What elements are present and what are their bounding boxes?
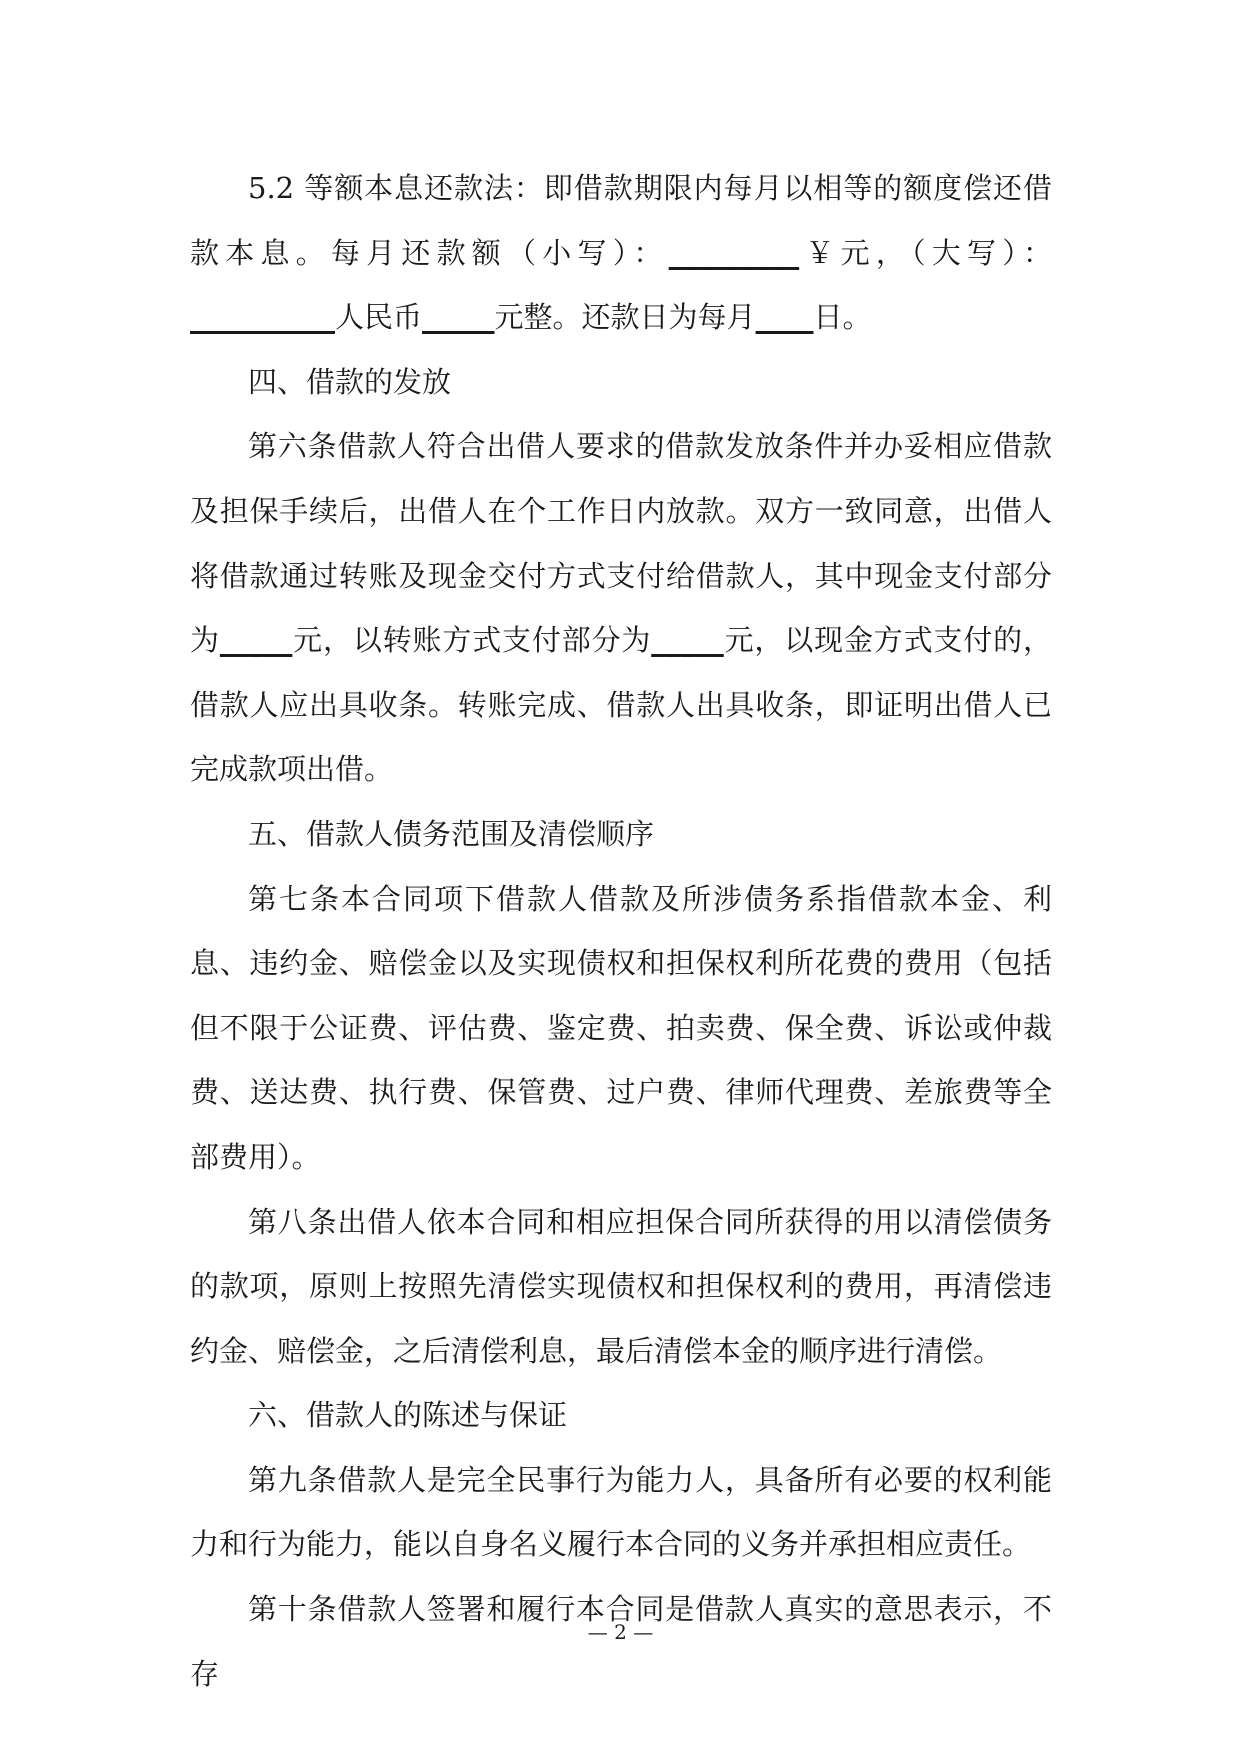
monthly-amount-lowercase-blank: _________ — [668, 235, 800, 270]
article-8-paragraph: 第八条出借人依本合同和相应担保合同所获得的用以清偿债务的款项，原则上按照先清偿实现债权和担保权利的费用，再清偿违约金、赔偿金，之后清偿利息，最后清偿本金的顺序进行清偿。 — [190, 1204, 1052, 1368]
section-5-2-text-1: 5.2 等额本息还款法：即借款期限内每月以相等的额度偿还借款本息。每月还款额（小写）： — [190, 171, 1052, 270]
article-7-paragraph: 第七条本合同项下借款人借款及所涉债务系指借款本金、利息、违约金、赔偿金以及实现债权和担保权利所花费的费用（包括但不限于公证费、评估费、鉴定费、拍卖费、保全费、诉讼或仲裁费、送达费、执行费、保管费、过户费、律师代理费、差旅费等全部费用）。 — [190, 881, 1052, 1174]
article-6-text-1: 第六条借款人符合出借人要求的借款发放条件并办妥相应借款及担保手续后，出借人在个工作日内放款。双方一致同意，出借人将借款通过转账及现金交付方式支付给借款人，其中现金支付部分为 — [190, 429, 1052, 658]
section-5-2-text-3: 人民币 — [335, 300, 423, 335]
section-5-2-text-5: 日。 — [813, 300, 872, 335]
heading-debt-scope: 五、借款人债务范围及清偿顺序 — [248, 816, 655, 851]
section-5-2-paragraph — [190, 156, 1052, 350]
transfer-amount-blank: _____ — [651, 623, 724, 658]
rmb-amount-blank: _____ — [422, 300, 495, 335]
article-6-text-3: 元，以现金方式支付的，借款人应出具收条。转账完成、借款人出具收条，即证明出借人已完成款项出借。 — [190, 623, 1052, 787]
cash-amount-blank: _____ — [219, 623, 293, 658]
monthly-amount-uppercase-blank: __________ — [190, 300, 335, 335]
heading-loan-disbursement: 四、借款的发放 — [248, 364, 452, 399]
document-body — [190, 156, 1052, 1706]
article-6-text-2: 元，以转账方式支付部分为 — [292, 623, 652, 658]
article-6-paragraph — [190, 414, 1052, 802]
section-5-2-text-2: ￥元，（大写）： — [799, 235, 1052, 270]
section-5-2-text-4: 元整。还款日为每月 — [494, 300, 756, 335]
article-10-paragraph: 第十条借款人签署和履行本合同是借款人真实的意思表示，不存 — [190, 1592, 1052, 1691]
repayment-day-blank: ____ — [755, 300, 814, 335]
article-9-paragraph: 第九条借款人是完全民事行为能力人，具备所有必要的权利能力和行为能力，能以自身名义履行本合同的义务并承担相应责任。 — [190, 1462, 1052, 1562]
page-number: — 2 — — [587, 1620, 654, 1644]
heading-borrower-representations: 六、借款人的陈述与保证 — [248, 1398, 568, 1433]
